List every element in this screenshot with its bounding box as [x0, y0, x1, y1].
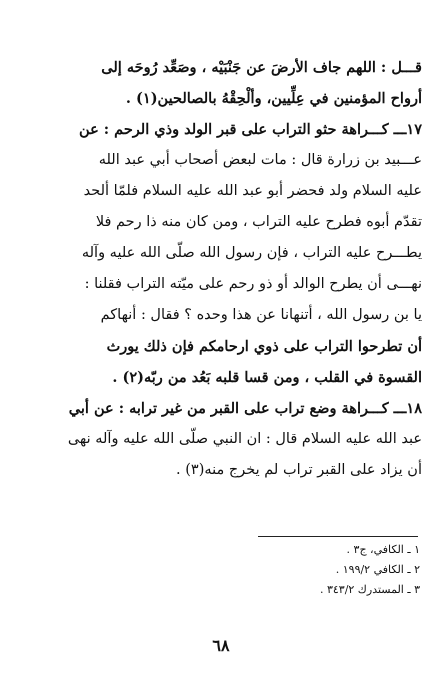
page-number: ٦٨ — [212, 636, 230, 655]
main-text — [14, 52, 422, 486]
footnotes — [30, 540, 420, 600]
text-line: نهـــى أن يطرح الوالد أو ذو رحم على ميّته التراب فقلنا : — [84, 276, 422, 292]
text-line: عليه السلام ولد فحضر أبو عبد الله عليه السلام فلمّا ألحد — [83, 183, 422, 199]
text-line: عـــبيد بن زرارة قال : مات لبعض أصحاب أبي عبد الله — [98, 152, 422, 168]
text-line: أن تطرحوا التراب على ذوي ارحامكم فإن ذلك يورث — [106, 338, 422, 355]
text-line: أرواح المؤمنين في عِلِّيين، وألْحِقْهُ بالصالحين(١) . — [125, 90, 422, 107]
section-heading: ١٧ـــ كـــراهة حثو التراب على قبر الولد وذي الرحم : عن — [79, 121, 422, 138]
text-line: تقدّم أبوه فطرح عليه التراب ، ومن كان منه ذا رحم فلا — [95, 214, 422, 230]
text-line: عبد الله عليه السلام قال : ان النبي صلّى الله عليه وآله نهى — [67, 431, 422, 447]
footnote: ١ ـ الكافي، ج٣ . — [346, 543, 420, 556]
text-line: القسوة في القلب ، ومن قسا قلبه بَعُد من ربّه(٢) . — [112, 369, 422, 386]
footnote-separator — [258, 536, 418, 537]
text-line: يا بن رسول الله ، أتنهانا عن هذا وحده ؟ فقال : أنهاكم — [100, 307, 422, 323]
footnote: ٢ ـ الكافي ١٩٩/٢ . — [335, 563, 420, 576]
text-line: قـــل : اللهم جاف الأرضَ عن جَنْبَيْه ، وصَعِّد رُوحَه إلى — [101, 59, 422, 76]
section-heading: ١٨ـــ كـــراهة وضع تراب على القبر من غير ترابه : عن أبي — [68, 400, 422, 417]
footnote: ٣ ـ المستدرك ٣٤٣/٢ . — [319, 583, 420, 596]
text-line: أن يزاد على القبر تراب لم يخرج منه(٣) . — [176, 462, 422, 478]
text-line: يطـــرح عليه التراب ، فإن رسول الله صلّى الله عليه وآله — [81, 245, 422, 261]
